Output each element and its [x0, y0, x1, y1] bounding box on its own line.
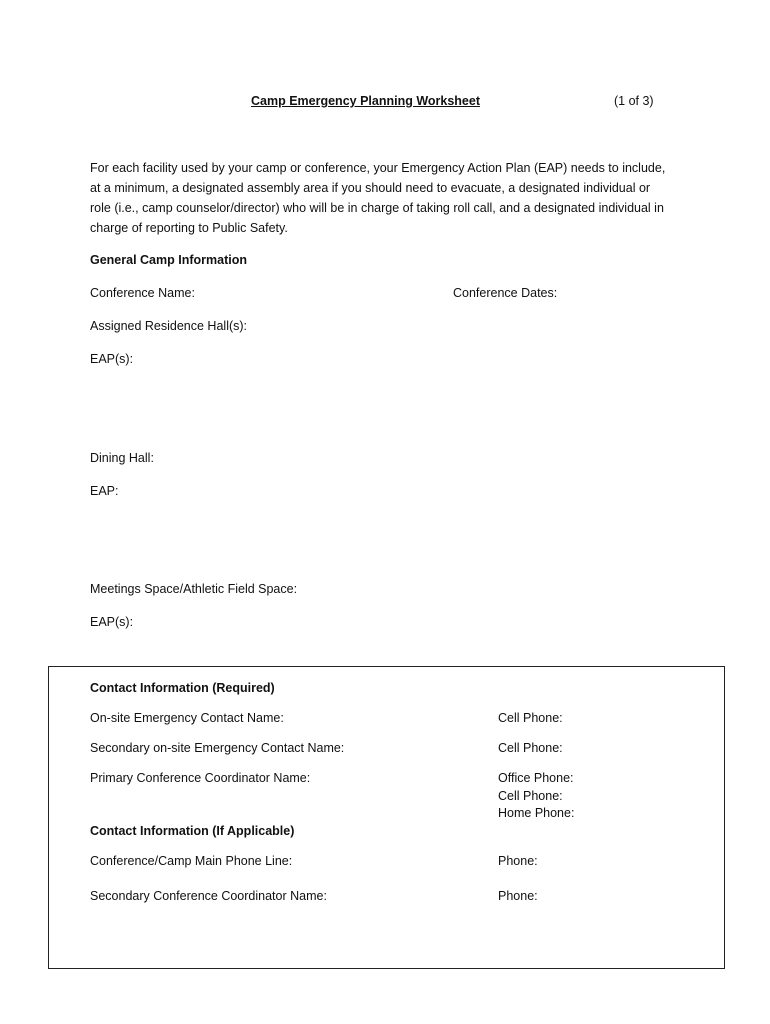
residence-halls-label: Assigned Residence Hall(s):	[90, 319, 248, 333]
intro-line: at a minimum, a designated assembly area if you should need to evacuate, a designated individual or	[90, 181, 651, 195]
secondary-coordinator-phone-label: Phone:	[498, 889, 538, 903]
dining-hall-label: Dining Hall:	[90, 451, 154, 465]
contact-required-heading: Contact Information (Required)	[90, 681, 275, 695]
contact-optional-heading: Contact Information (If Applicable)	[90, 824, 295, 838]
intro-paragraph	[90, 158, 700, 238]
conference-name-label: Conference Name:	[90, 286, 195, 300]
main-phone-label: Phone:	[498, 854, 538, 868]
main-phone-line-label: Conference/Camp Main Phone Line:	[90, 854, 293, 868]
general-info-heading: General Camp Information	[90, 253, 247, 267]
primary-coordinator-label: Primary Conference Coordinator Name:	[90, 771, 311, 785]
worksheet-title: Camp Emergency Planning Worksheet	[251, 94, 480, 108]
dining-eap-label: EAP:	[90, 484, 119, 498]
onsite-contact-name-label: On-site Emergency Contact Name:	[90, 711, 284, 725]
page-indicator: (1 of 3)	[614, 94, 654, 108]
meeting-eap-label: EAP(s):	[90, 615, 134, 629]
intro-line: For each facility used by your camp or conference, your Emergency Action Plan (EAP) needs to include,	[90, 161, 666, 175]
secondary-cell-phone-label: Cell Phone:	[498, 741, 563, 755]
secondary-coordinator-label: Secondary Conference Coordinator Name:	[90, 889, 327, 903]
secondary-contact-name-label: Secondary on-site Emergency Contact Name:	[90, 741, 345, 755]
onsite-cell-phone-label: Cell Phone:	[498, 711, 563, 725]
office-phone-label: Office Phone:	[498, 771, 574, 785]
primary-cell-phone-label: Cell Phone:	[498, 789, 563, 803]
meeting-space-label: Meetings Space/Athletic Field Space:	[90, 582, 298, 596]
home-phone-label: Home Phone:	[498, 806, 575, 820]
intro-line: role (i.e., camp counselor/director) who will be in charge of taking roll call, and a designated individual in	[90, 201, 664, 215]
intro-line: charge of reporting to Public Safety.	[90, 221, 288, 235]
residence-eap-label: EAP(s):	[90, 352, 134, 366]
conference-dates-label: Conference Dates:	[453, 286, 558, 300]
